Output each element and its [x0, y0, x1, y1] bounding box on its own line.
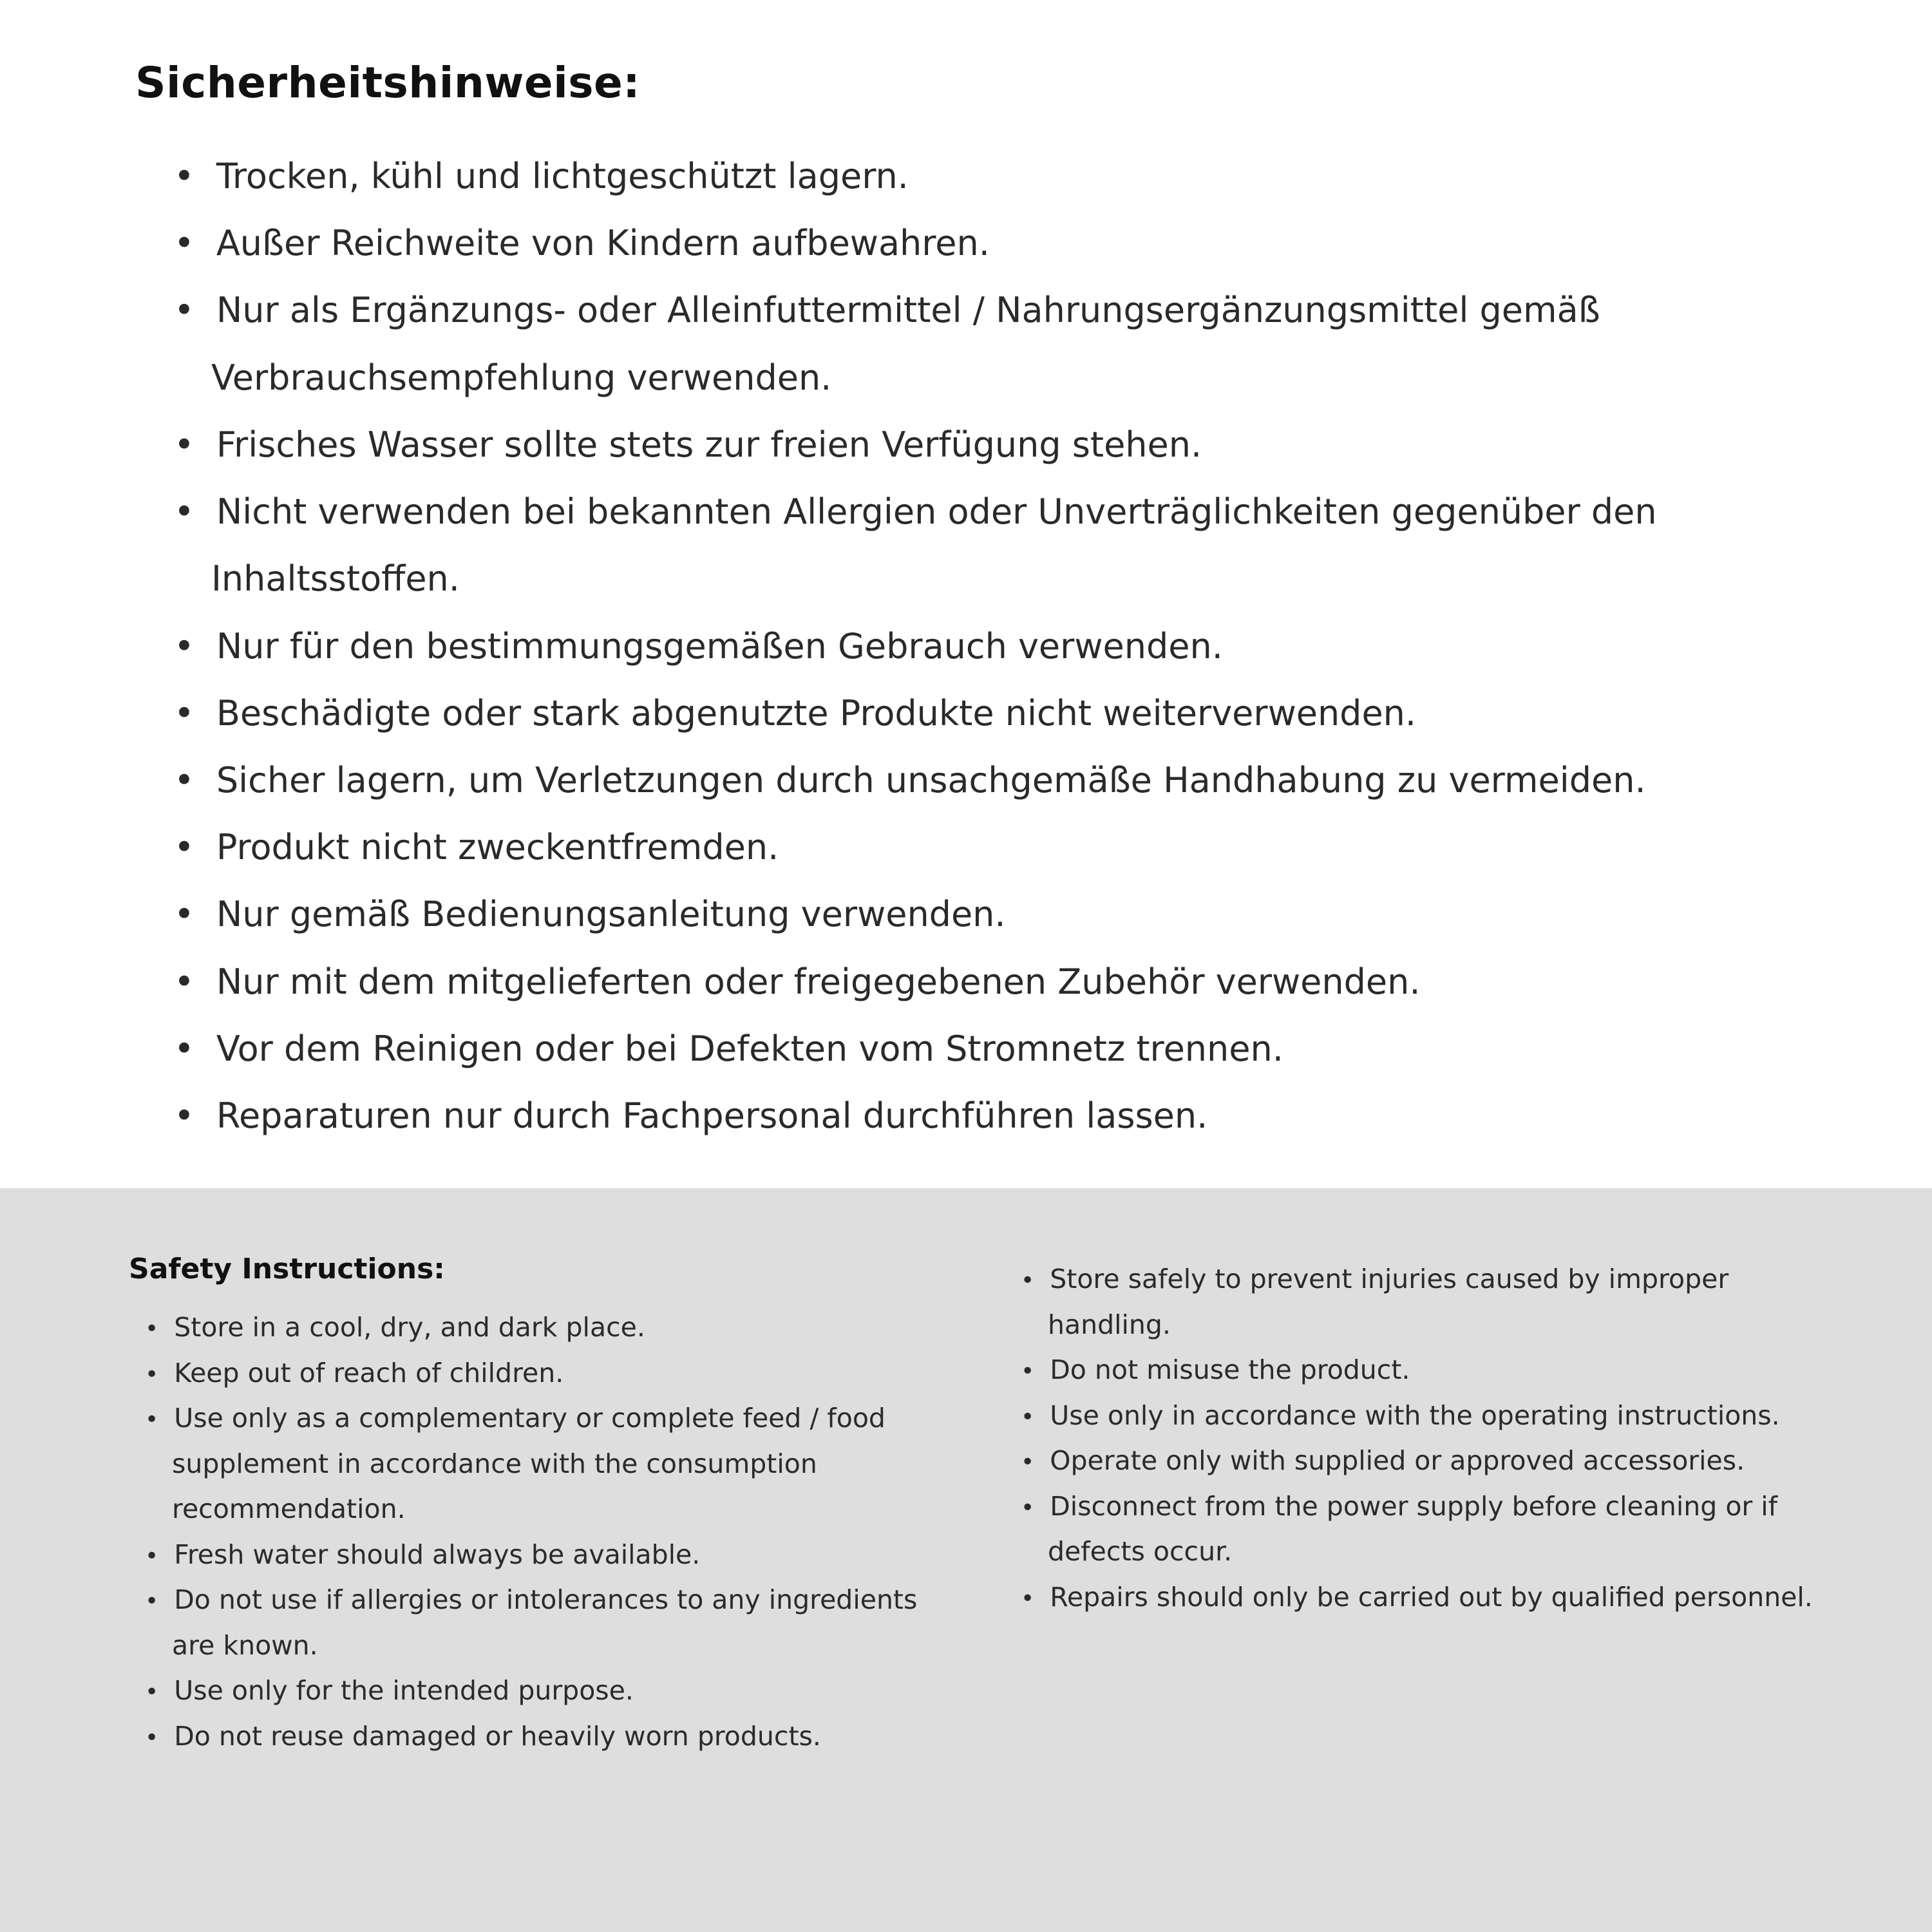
safety-item-de: • Sicher lagern, um Verletzungen durch unsachgemäße Handhabung zu vermeiden. — [174, 747, 1835, 814]
safety-item-en: • Do not misuse the product. — [1021, 1347, 1835, 1393]
safety-item-en: • Fresh water should always be available. — [145, 1532, 943, 1578]
safety-item-de: • Reparaturen nur durch Fachpersonal durchführen lassen. — [174, 1083, 1835, 1150]
safety-item-de: • Trocken, kühl und lichtgeschützt lagern. — [174, 143, 1835, 210]
german-section-title: Sicherheitshinweise: — [135, 58, 641, 108]
safety-item-en: • Use only as a complementary or complete feed / food supplement in accordance with the consumption recommendation. — [145, 1396, 943, 1532]
english-safety-list-left — [129, 1305, 943, 1759]
safety-item-de: • Nur gemäß Bedienungsanleitung verwenden. — [174, 881, 1835, 948]
safety-item-de: • Nur für den bestimmungsgemäßen Gebrauch verwenden. — [174, 613, 1835, 680]
safety-item-en: • Keep out of reach of children. — [145, 1350, 943, 1396]
english-safety-list-right — [1021, 1256, 1835, 1620]
safety-item-en: • Use only in accordance with the operating instructions. — [1021, 1393, 1835, 1439]
safety-item-de: • Vor dem Reinigen oder bei Defekten vom Stromnetz trennen. — [174, 1016, 1835, 1083]
safety-item-de: • Nicht verwenden bei bekannten Allergien oder Unverträglichkeiten gegenüber den Inhaltsstoffen. — [174, 478, 1835, 612]
english-section-title: Safety Instructions: — [129, 1253, 445, 1286]
safety-item-de: • Außer Reichweite von Kindern aufbewahren. — [174, 210, 1835, 277]
safety-item-de: • Produkt nicht zweckentfremden. — [174, 814, 1835, 881]
german-safety-list — [135, 143, 1835, 1150]
safety-item-en: • Store in a cool, dry, and dark place. — [145, 1305, 943, 1350]
safety-item-en: • Store safely to prevent injuries caused by improper handling. — [1021, 1256, 1835, 1347]
safety-item-de: • Frisches Wasser sollte stets zur freien Verfügung stehen. — [174, 412, 1835, 478]
safety-item-en: • Disconnect from the power supply before cleaning or if defects occur. — [1021, 1484, 1835, 1575]
safety-item-de: • Nur mit dem mitgelieferten oder freigegebenen Zubehör verwenden. — [174, 949, 1835, 1016]
safety-item-en: • Do not use if allergies or intolerances to any ingredients are known. — [145, 1577, 943, 1668]
english-left-column — [129, 1253, 943, 1759]
safety-item-de: • Nur als Ergänzungs- oder Alleinfuttermittel / Nahrungsergänzungsmittel gemäß Verbrauchsempfehlung verwenden. — [174, 277, 1835, 411]
safety-item-en: • Do not reuse damaged or heavily worn products. — [145, 1714, 943, 1759]
safety-item-en: • Repairs should only be carried out by qualified personnel. — [1021, 1575, 1835, 1620]
english-safety-section — [0, 1188, 1932, 1932]
safety-item-en: • Use only for the intended purpose. — [145, 1668, 943, 1714]
safety-item-en: • Operate only with supplied or approved accessories. — [1021, 1438, 1835, 1484]
safety-item-de: • Beschädigte oder stark abgenutzte Produkte nicht weiterverwenden. — [174, 680, 1835, 747]
english-right-column — [1021, 1253, 1835, 1620]
